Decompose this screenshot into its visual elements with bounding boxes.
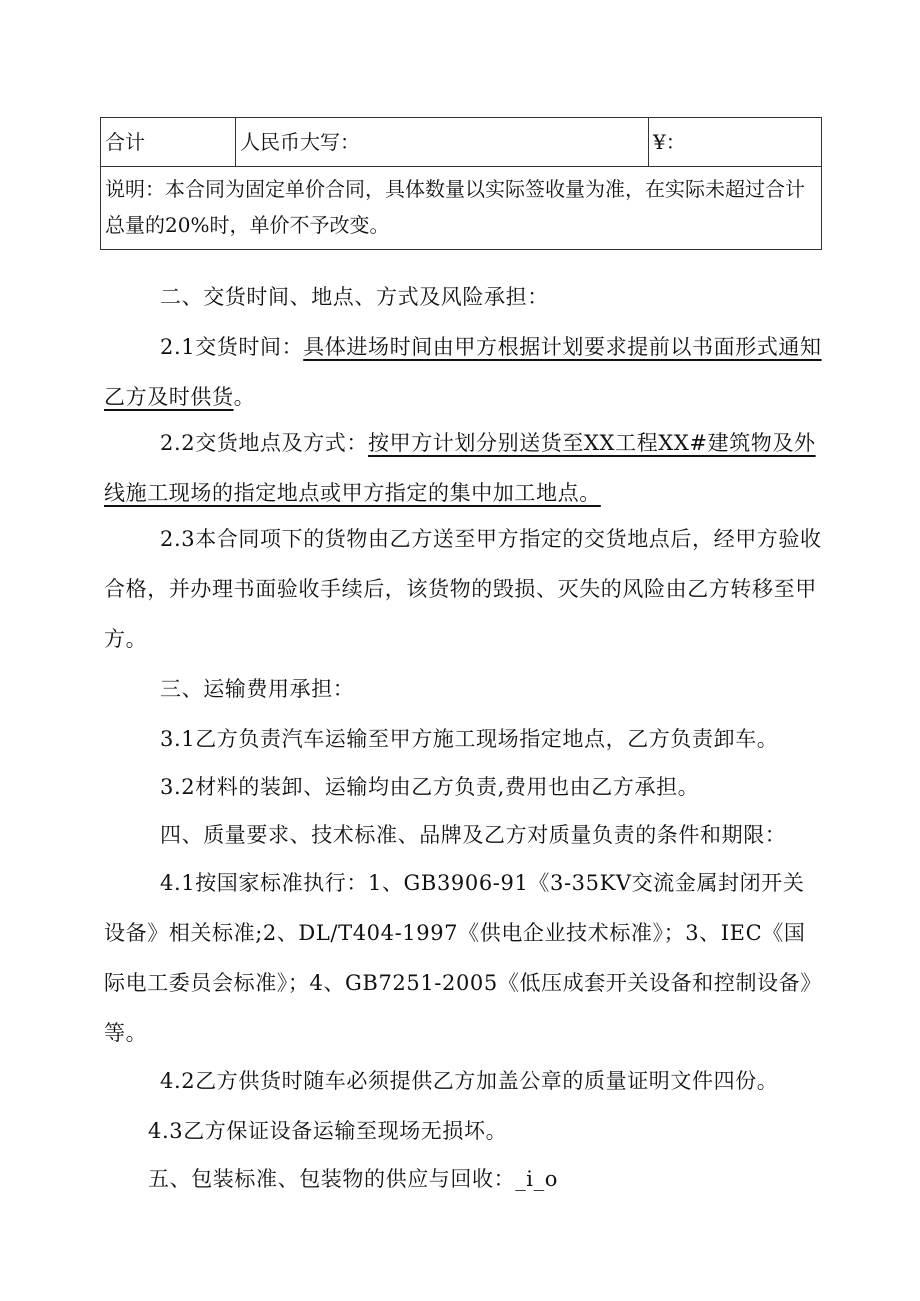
yen-label: ¥： — [649, 118, 822, 167]
section2-item1 — [104, 322, 826, 422]
total-row — [101, 118, 822, 167]
note-row — [101, 167, 822, 250]
item-label: 2.1交货时间： — [160, 335, 304, 359]
section2-item3: 2.3本合同项下的货物由乙方送至甲方指定的交货地点后，经甲方验收合格，并办理书面验收手续后，该货物的毁损、灭失的风险由乙方转移至甲方。 — [104, 527, 822, 651]
delivery-place-text: 按甲方计划分别送货至XX工程XX#建筑物及外线施工现场的指定地点或甲方指定的集中加工地点。 — [104, 431, 816, 505]
section4-item2: 4.2乙方供货时随车必须提供乙方加盖公章的质量证明文件四份。 — [160, 1069, 779, 1093]
section5-heading: 五、包装标准、包装物的供应与回收：_i_o — [148, 1167, 558, 1191]
section4-item1: 4.1按国家标准执行：1、GB3906-91《3-35KV交流金属封闭开关设备》相关标准;2、DL/T404-1997《供电企业技术标准》；3、IEC《国际电工委员会标准》；4、GB7251-2005《低压成套开关设备和控制设备》等。 — [104, 871, 822, 1045]
section2-item2 — [104, 418, 826, 518]
rmb-capital-label: 人民币大写： — [236, 118, 649, 167]
section4-heading: 四、质量要求、技术标准、品牌及乙方对质量负责的条件和期限： — [160, 823, 787, 847]
section4-item3: 4.3乙方保证设备运输至现场无损坏。 — [148, 1119, 508, 1143]
total-table — [100, 117, 822, 250]
section3-item2: 3.2材料的装卸、运输均由乙方负责,费用也由乙方承担。 — [160, 775, 700, 799]
section3-item1: 3.1乙方负责汽车运输至甲方施工现场指定地点，乙方负责卸车。 — [160, 727, 779, 751]
item-end: 。 — [233, 385, 256, 409]
item-label: 2.2交货地点及方式： — [160, 431, 368, 455]
table-note: 说明：本合同为固定单价合同，具体数量以实际签收量为准，在实际未超过合计总量的20%时，单价不予改变。 — [101, 167, 822, 250]
delivery-time-text: 具体进场时间由甲方根据计划要求提前以书面形式通知乙方及时供货 — [104, 335, 822, 409]
section3-heading: 三、运输费用承担： — [160, 677, 355, 701]
total-label: 合计 — [101, 118, 236, 167]
section2-heading: 二、交货时间、地点、方式及风险承担： — [160, 285, 549, 309]
